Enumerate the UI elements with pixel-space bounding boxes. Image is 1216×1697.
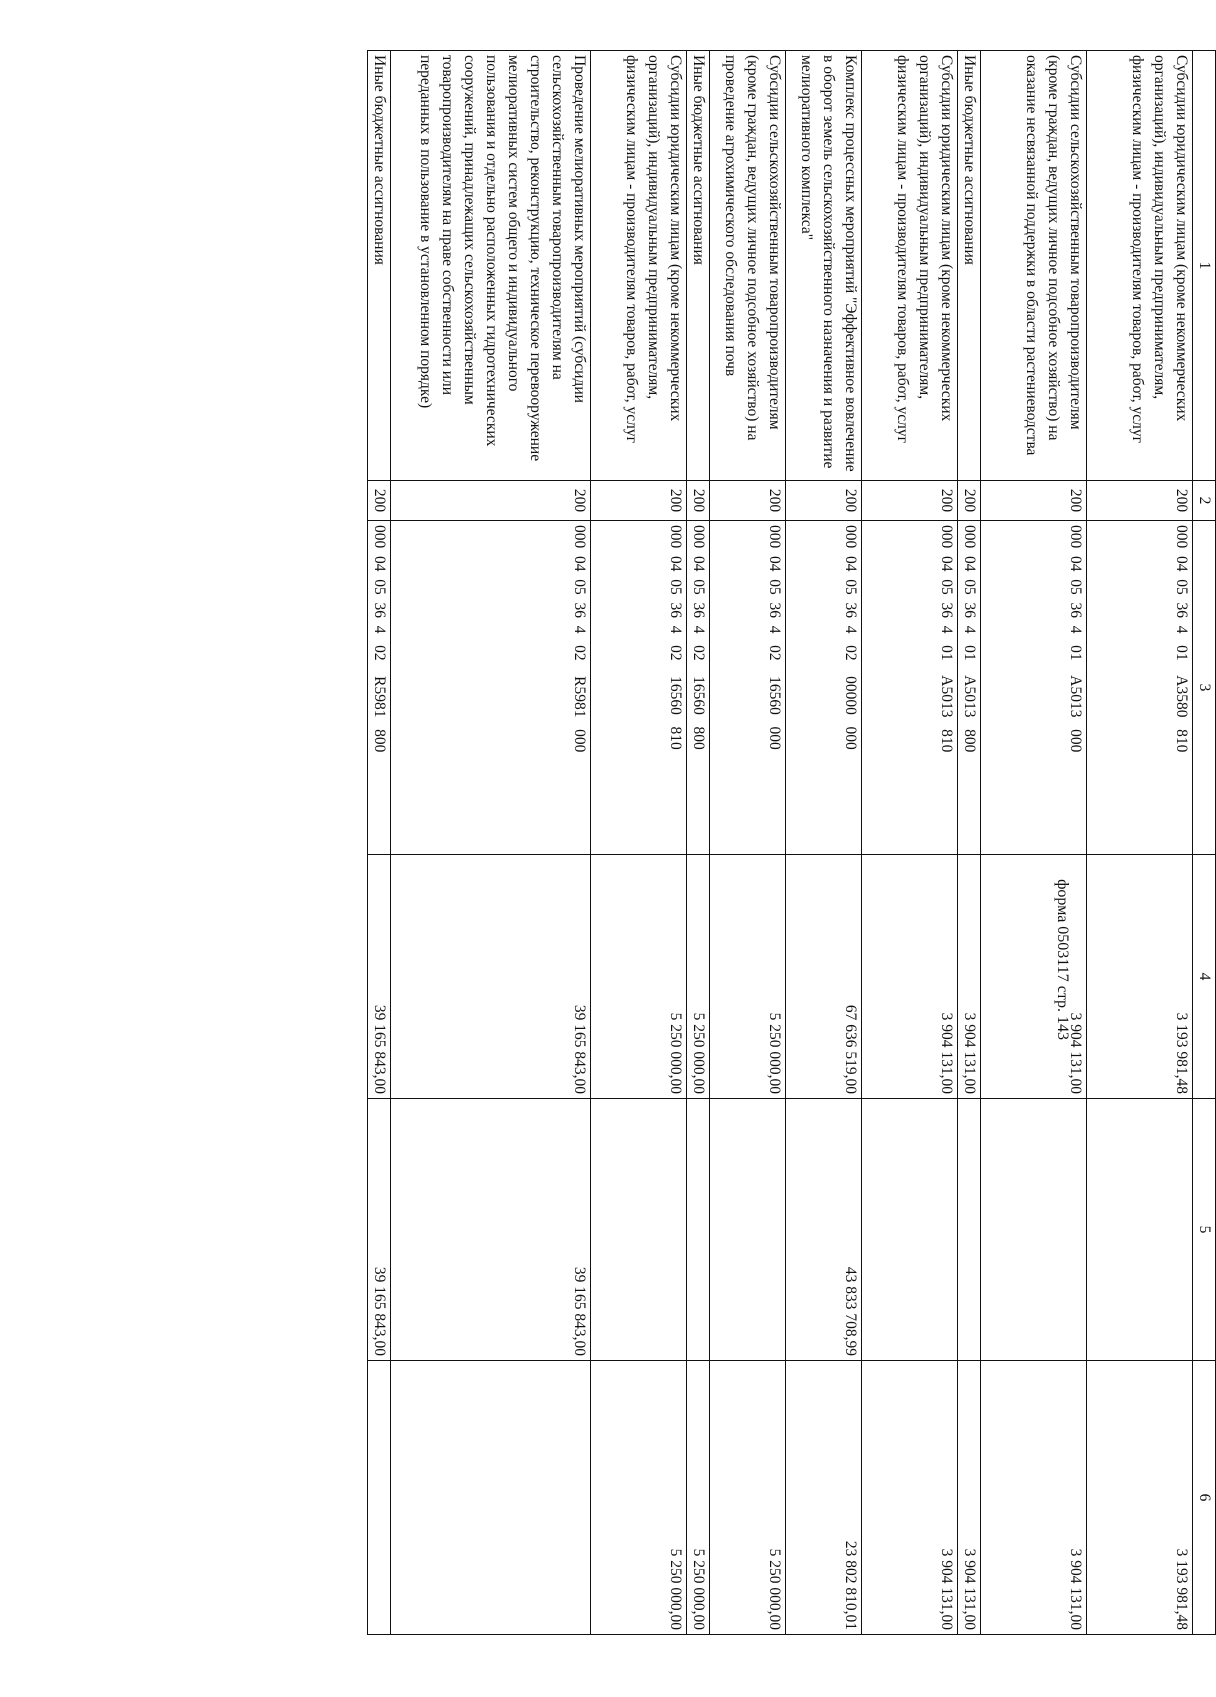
row-approved-amount: 5 250 000,00	[591, 855, 687, 1099]
row-approved-amount: 39 165 843,00	[368, 855, 391, 1099]
column-number-row	[1193, 51, 1216, 1635]
row-executed-amount	[687, 1099, 710, 1361]
row-line-code: 200	[687, 481, 710, 521]
row-unexecuted-amount: 5 250 000,00	[591, 1361, 687, 1635]
form-label: форма 0503117 стр. 143	[1054, 879, 1071, 1040]
row-budget-code: 000 04 05 36 4 02 R5981 000	[391, 521, 591, 855]
row-unexecuted-amount: 23 802 810,01	[786, 1361, 862, 1635]
table-row	[981, 51, 1087, 1635]
row-line-code: 200	[710, 481, 786, 521]
row-unexecuted-amount	[391, 1361, 591, 1635]
row-approved-amount: 67 636 519,00	[786, 855, 862, 1099]
row-description: Иные бюджетные ассигнования	[687, 51, 710, 481]
row-line-code: 200	[958, 481, 981, 521]
row-description: Комплекс процессных мероприятий "Эффективное вовлечение в оборот земель сельскохозяйственного назначения и развитие мелиоративного комплекса"	[786, 51, 862, 481]
row-unexecuted-amount: 3 904 131,00	[862, 1361, 958, 1635]
row-budget-code: 000 04 05 36 4 02 16560 810	[591, 521, 687, 855]
column-header: 4	[1193, 855, 1216, 1099]
row-line-code: 200	[862, 481, 958, 521]
row-unexecuted-amount: 3 904 131,00	[981, 1361, 1087, 1635]
column-header: 3	[1193, 521, 1216, 855]
table-row	[1087, 51, 1193, 1635]
row-unexecuted-amount	[368, 1361, 391, 1635]
row-approved-amount: 5 250 000,00	[687, 855, 710, 1099]
row-line-code: 200	[786, 481, 862, 521]
row-approved-amount: 3 904 131,00	[981, 855, 1087, 1099]
row-approved-amount: 5 250 000,00	[710, 855, 786, 1099]
row-unexecuted-amount: 3 904 131,00	[958, 1361, 981, 1635]
row-executed-amount	[1087, 1099, 1193, 1361]
row-unexecuted-amount: 5 250 000,00	[710, 1361, 786, 1635]
row-executed-amount	[981, 1099, 1087, 1361]
row-line-code: 200	[368, 481, 391, 521]
row-unexecuted-amount: 3 193 981,48	[1087, 1361, 1193, 1635]
row-approved-amount: 3 904 131,00	[958, 855, 981, 1099]
row-description: Субсидии сельскохозяйственным товаропроизводителям (кроме граждан, ведущих личное подсобное хозяйство) на оказание несвязанной поддержки в области растениеводства	[981, 51, 1087, 481]
row-executed-amount: 39 165 843,00	[391, 1099, 591, 1361]
row-budget-code: 000 04 05 36 4 02 16560 800	[687, 521, 710, 855]
row-budget-code: 000 04 05 36 4 02 R5981 800	[368, 521, 391, 855]
column-header: 5	[1193, 1099, 1216, 1361]
column-header: 2	[1193, 481, 1216, 521]
table-row	[687, 51, 710, 1635]
row-executed-amount: 43 833 708,99	[786, 1099, 862, 1361]
row-line-code: 200	[1087, 481, 1193, 521]
row-budget-code: 000 04 05 36 4 01 A5013 800	[958, 521, 981, 855]
row-approved-amount: 39 165 843,00	[391, 855, 591, 1099]
row-executed-amount	[862, 1099, 958, 1361]
table-row	[786, 51, 862, 1635]
table-row	[368, 51, 391, 1635]
table-row	[391, 51, 591, 1635]
row-budget-code: 000 04 05 36 4 01 A5013 000	[981, 521, 1087, 855]
row-description: Субсидии юридическим лицам (кроме некоммерческих организаций), индивидуальным предпринимателям, физическим лицам - производителям товаров, работ, услуг	[1087, 51, 1193, 481]
table-row	[710, 51, 786, 1635]
column-header: 1	[1193, 51, 1216, 481]
row-executed-amount	[591, 1099, 687, 1361]
row-description: Иные бюджетные ассигнования	[368, 51, 391, 481]
budget-table-container	[261, 50, 1216, 1634]
row-description: Субсидии юридическим лицам (кроме некоммерческих организаций), индивидуальным предпринимателям, физическим лицам - производителям товаров, работ, услуг	[862, 51, 958, 481]
column-header: 6	[1193, 1361, 1216, 1635]
row-unexecuted-amount: 5 250 000,00	[687, 1361, 710, 1635]
row-approved-amount: 3 904 131,00	[862, 855, 958, 1099]
row-executed-amount: 39 165 843,00	[368, 1099, 391, 1361]
row-line-code: 200	[981, 481, 1087, 521]
row-description: Субсидии юридическим лицам (кроме некоммерческих организаций), индивидуальным предпринимателям, физическим лицам - производителям товаров, работ, услуг	[591, 51, 687, 481]
row-budget-code: 000 04 05 36 4 02 16560 000	[710, 521, 786, 855]
table-row	[862, 51, 958, 1635]
budget-execution-table	[367, 50, 1216, 1635]
row-budget-code: 000 04 05 36 4 01 A3580 810	[1087, 521, 1193, 855]
table-row	[591, 51, 687, 1635]
row-executed-amount	[710, 1099, 786, 1361]
table-row	[958, 51, 981, 1635]
row-budget-code: 000 04 05 36 4 02 00000 000	[786, 521, 862, 855]
row-approved-amount: 3 193 981,48	[1087, 855, 1193, 1099]
row-budget-code: 000 04 05 36 4 01 A5013 810	[862, 521, 958, 855]
row-description: Проведение мелиоративных мероприятий (субсидии сельскохозяйственным товаропроизводителям на строительство, реконструкцию, техническое перевооружение мелиоративных систем общего и индивидуального пользования и отдельно расположенных гидротехнических сооружений, принадлежащих сельскохозяйственным товаропроизводителям на праве собственности или переданных в пользование в установленном порядке)	[391, 51, 591, 481]
row-executed-amount	[958, 1099, 981, 1361]
row-description: Иные бюджетные ассигнования	[958, 51, 981, 481]
row-line-code: 200	[591, 481, 687, 521]
row-line-code: 200	[391, 481, 591, 521]
row-description: Субсидии сельскохозяйственным товаропроизводителям (кроме граждан, ведущих личное подсобное хозяйство) на проведение агрохимического обследования почв	[710, 51, 786, 481]
